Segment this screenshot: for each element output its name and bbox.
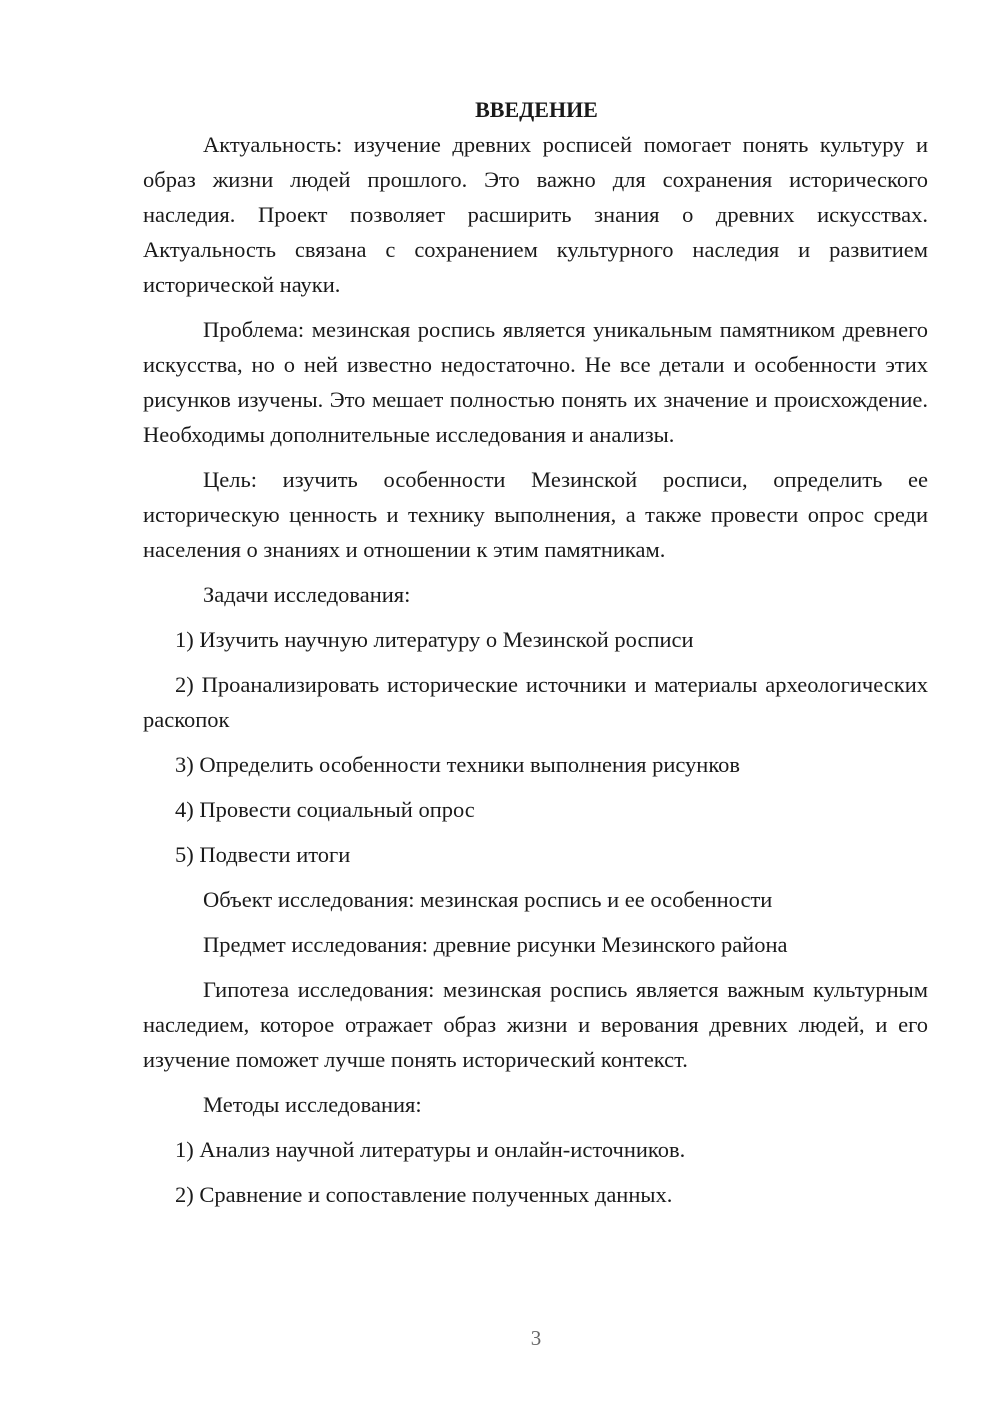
task-item: 2) Проанализировать исторические источники и материалы археологических раскопок: [143, 672, 928, 732]
document-page: [143, 92, 928, 1212]
page-number: 3: [530, 1326, 542, 1350]
object-paragraph: Объект исследования: мезинская роспись и ее особенности: [203, 887, 773, 912]
task-item: 4) Провести социальный опрос: [175, 797, 475, 822]
subject-paragraph: Предмет исследования: древние рисунки Мезинского района: [203, 932, 788, 957]
method-item: 1) Анализ научной литературы и онлайн-источников.: [175, 1137, 686, 1162]
tasks-heading: Задачи исследования:: [203, 582, 411, 607]
task-item: 5) Подвести итоги: [175, 842, 351, 867]
method-item: 2) Сравнение и сопоставление полученных данных.: [175, 1182, 673, 1207]
methods-heading: Методы исследования:: [203, 1092, 422, 1117]
task-item: 1) Изучить научную литературу о Мезинской росписи: [175, 627, 694, 652]
section-title: ВВЕДЕНИЕ: [475, 97, 598, 122]
hypothesis-paragraph: Гипотеза исследования: мезинская роспись является важным культурным наследием, которое отражает образ жизни и верования древних людей, и его изучение поможет лучше понять исторический контекст.: [143, 977, 928, 1072]
problem-paragraph: Проблема: мезинская роспись является уникальным памятником древнего искусства, но о ней известно недостаточно. Не все детали и особенности этих рисунков изучены. Это мешает полностью понять их значение и происхождение. Необходимы дополнительные исследования и анализы.: [143, 317, 928, 447]
relevance-paragraph: Актуальность: изучение древних росписей помогает понять культуру и образ жизни людей прошлого. Это важно для сохранения исторического наследия. Проект позволяет расширить знания о древних искусствах. Актуальность связана с сохранением культурного наследия и развитием исторической науки.: [143, 132, 928, 297]
goal-paragraph: Цель: изучить особенности Мезинской росписи, определить ее историческую ценность и технику выполнения, а также провести опрос среди населения о знаниях и отношении к этим памятникам.: [143, 467, 928, 562]
task-item: 3) Определить особенности техники выполнения рисунков: [175, 752, 741, 777]
